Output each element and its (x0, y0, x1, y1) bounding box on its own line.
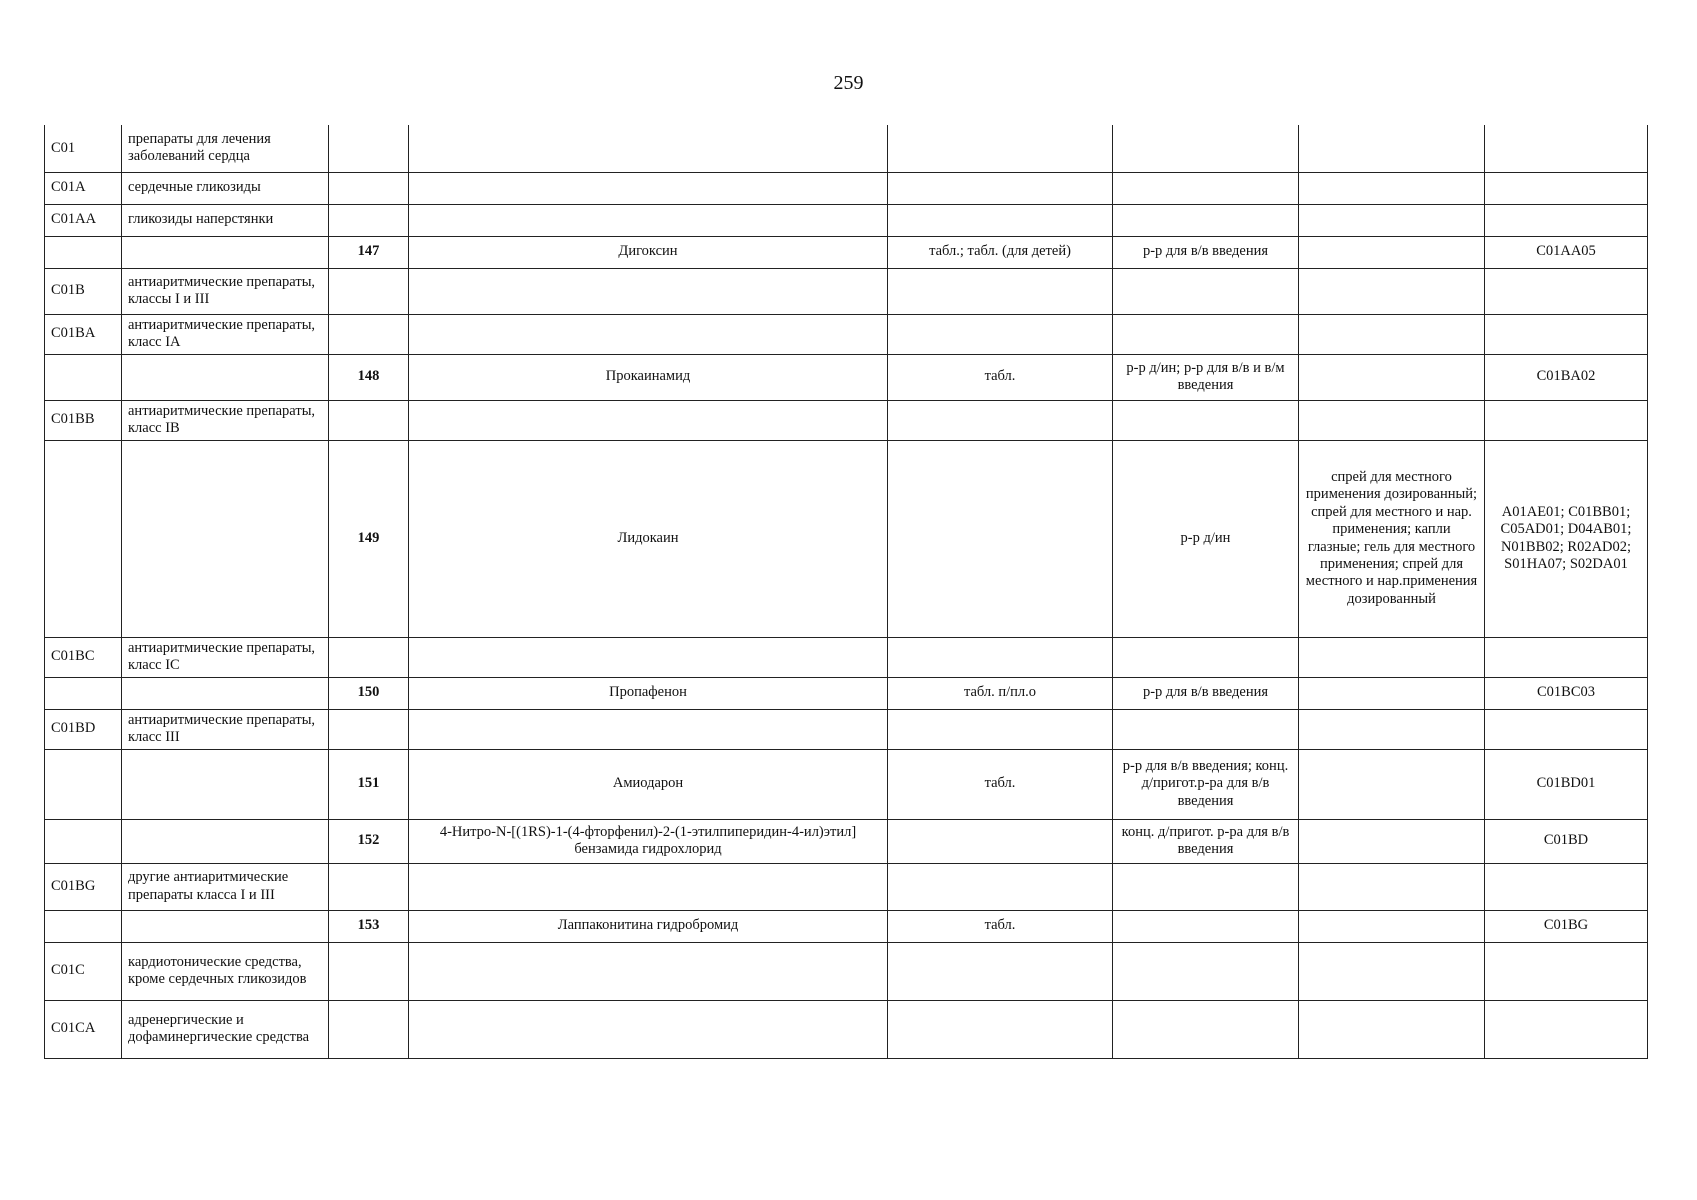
group-name (122, 749, 329, 819)
dosage-form-primary (888, 125, 1113, 172)
dosage-form-other (1299, 709, 1485, 749)
drug-name: Лаппаконитина гидробромид (409, 910, 888, 942)
atc-group-code (45, 677, 122, 709)
group-row (45, 125, 1648, 172)
group-name (122, 677, 329, 709)
atc-group-code: C01BB (45, 400, 122, 440)
group-name: адренергические и дофаминергические средства (122, 1000, 329, 1058)
dosage-form-injection (1113, 1000, 1299, 1058)
item-number (329, 637, 409, 677)
drug-name: Пропафенон (409, 677, 888, 709)
drug-name: Амиодарон (409, 749, 888, 819)
atc-code (1485, 709, 1648, 749)
group-row (45, 400, 1648, 440)
drug-name: 4-Нитро-N-[(1RS)-1-(4-фторфенил)-2-(1-этилпиперидин-4-ил)этил] бензамида гидрохлорид (409, 819, 888, 863)
dosage-form-other (1299, 1000, 1485, 1058)
dosage-form-other (1299, 172, 1485, 204)
dosage-form-primary (888, 172, 1113, 204)
drug-name (409, 637, 888, 677)
item-number (329, 125, 409, 172)
dosage-form-injection (1113, 400, 1299, 440)
item-number: 152 (329, 819, 409, 863)
atc-group-code (45, 236, 122, 268)
dosage-form-other (1299, 819, 1485, 863)
item-number (329, 709, 409, 749)
dosage-form-other (1299, 677, 1485, 709)
drug-name (409, 863, 888, 910)
item-number (329, 268, 409, 314)
group-name (122, 354, 329, 400)
dosage-form-primary: табл. (888, 354, 1113, 400)
atc-group-code: C01AA (45, 204, 122, 236)
dosage-form-other (1299, 125, 1485, 172)
atc-code (1485, 172, 1648, 204)
item-number: 150 (329, 677, 409, 709)
atc-group-code: C01B (45, 268, 122, 314)
item-number: 147 (329, 236, 409, 268)
dosage-form-injection (1113, 910, 1299, 942)
item-number: 148 (329, 354, 409, 400)
drug-table (44, 125, 1648, 1059)
drug-row (45, 819, 1648, 863)
dosage-form-other (1299, 400, 1485, 440)
drug-row (45, 236, 1648, 268)
atc-group-code (45, 440, 122, 637)
dosage-form-injection: р-р для в/в введения (1113, 677, 1299, 709)
atc-code (1485, 400, 1648, 440)
drug-name: Дигоксин (409, 236, 888, 268)
dosage-form-injection (1113, 172, 1299, 204)
atc-group-code: C01A (45, 172, 122, 204)
dosage-form-primary: табл. п/пл.о (888, 677, 1113, 709)
dosage-form-primary: табл. (888, 749, 1113, 819)
dosage-form-injection: р-р для в/в введения; конц. д/пригот.р-ра для в/в введения (1113, 749, 1299, 819)
dosage-form-other (1299, 354, 1485, 400)
atc-code (1485, 268, 1648, 314)
group-row (45, 637, 1648, 677)
dosage-form-other (1299, 749, 1485, 819)
group-row (45, 1000, 1648, 1058)
item-number (329, 863, 409, 910)
page-number: 259 (833, 72, 864, 94)
atc-code (1485, 204, 1648, 236)
atc-code: C01BD (1485, 819, 1648, 863)
group-row (45, 172, 1648, 204)
dosage-form-primary (888, 314, 1113, 354)
atc-code: A01AE01; C01BB01; C05AD01; D04AB01; N01BB02; R02AD02; S01HA07; S02DA01 (1485, 440, 1648, 637)
group-row (45, 942, 1648, 1000)
group-name (122, 819, 329, 863)
group-row (45, 314, 1648, 354)
item-number (329, 204, 409, 236)
group-row (45, 268, 1648, 314)
dosage-form-primary: табл. (888, 910, 1113, 942)
atc-group-code (45, 910, 122, 942)
atc-code: C01AA05 (1485, 236, 1648, 268)
drug-name (409, 268, 888, 314)
group-row (45, 709, 1648, 749)
atc-code: C01BD01 (1485, 749, 1648, 819)
dosage-form-injection (1113, 204, 1299, 236)
atc-group-code: C01BG (45, 863, 122, 910)
group-name: сердечные гликозиды (122, 172, 329, 204)
item-number (329, 172, 409, 204)
drug-row (45, 910, 1648, 942)
dosage-form-primary (888, 637, 1113, 677)
dosage-form-injection: р-р д/ин; р-р для в/в и в/м введения (1113, 354, 1299, 400)
group-name: другие антиаритмические препараты класса I и III (122, 863, 329, 910)
group-name: гликозиды наперстянки (122, 204, 329, 236)
group-name: антиаритмические препараты, класс III (122, 709, 329, 749)
drug-name (409, 1000, 888, 1058)
dosage-form-primary (888, 709, 1113, 749)
item-number: 153 (329, 910, 409, 942)
drug-row (45, 749, 1648, 819)
atc-group-code: C01BD (45, 709, 122, 749)
atc-group-code: C01 (45, 125, 122, 172)
drug-name (409, 125, 888, 172)
dosage-form-primary (888, 204, 1113, 236)
drug-name: Прокаинамид (409, 354, 888, 400)
item-number (329, 314, 409, 354)
dosage-form-injection (1113, 125, 1299, 172)
dosage-form-injection: р-р д/ин (1113, 440, 1299, 637)
atc-code: C01BA02 (1485, 354, 1648, 400)
group-name: антиаритмические препараты, класс IA (122, 314, 329, 354)
drug-name (409, 314, 888, 354)
group-name: антиаритмические препараты, класс IB (122, 400, 329, 440)
item-number (329, 942, 409, 1000)
dosage-form-other (1299, 204, 1485, 236)
atc-group-code (45, 819, 122, 863)
group-name: кардиотонические средства, кроме сердечных гликозидов (122, 942, 329, 1000)
dosage-form-primary (888, 400, 1113, 440)
drug-row (45, 440, 1648, 637)
dosage-form-injection (1113, 942, 1299, 1000)
dosage-form-injection (1113, 268, 1299, 314)
dosage-form-primary: табл.; табл. (для детей) (888, 236, 1113, 268)
atc-code (1485, 1000, 1648, 1058)
group-name (122, 236, 329, 268)
dosage-form-injection (1113, 637, 1299, 677)
atc-code (1485, 942, 1648, 1000)
dosage-form-primary (888, 268, 1113, 314)
atc-group-code (45, 354, 122, 400)
drug-name (409, 172, 888, 204)
atc-group-code (45, 749, 122, 819)
dosage-form-injection (1113, 709, 1299, 749)
drug-name (409, 709, 888, 749)
drug-row (45, 354, 1648, 400)
dosage-form-primary (888, 863, 1113, 910)
group-name: антиаритмические препараты, класс IC (122, 637, 329, 677)
atc-code (1485, 314, 1648, 354)
dosage-form-other (1299, 910, 1485, 942)
item-number (329, 1000, 409, 1058)
dosage-form-other (1299, 942, 1485, 1000)
dosage-form-other (1299, 637, 1485, 677)
atc-code (1485, 863, 1648, 910)
group-row (45, 863, 1648, 910)
dosage-form-primary (888, 1000, 1113, 1058)
dosage-form-primary (888, 819, 1113, 863)
atc-group-code: C01C (45, 942, 122, 1000)
dosage-form-primary (888, 942, 1113, 1000)
dosage-form-injection (1113, 314, 1299, 354)
drug-name: Лидокаин (409, 440, 888, 637)
drug-name (409, 400, 888, 440)
group-name (122, 440, 329, 637)
atc-code: C01BC03 (1485, 677, 1648, 709)
dosage-form-other: спрей для местного применения дозированный; спрей для местного и нар. применения; капли глазные; гель для местного применения; спрей для местного и нар.применения дозированный (1299, 440, 1485, 637)
item-number: 151 (329, 749, 409, 819)
group-name: антиаритмические препараты, классы I и III (122, 268, 329, 314)
dosage-form-primary (888, 440, 1113, 637)
dosage-form-injection (1113, 863, 1299, 910)
dosage-form-other (1299, 268, 1485, 314)
atc-code (1485, 637, 1648, 677)
atc-group-code: C01BC (45, 637, 122, 677)
table-body (45, 125, 1648, 1058)
dosage-form-injection: конц. д/пригот. р-ра для в/в введения (1113, 819, 1299, 863)
dosage-form-other (1299, 863, 1485, 910)
drug-name (409, 942, 888, 1000)
atc-code (1485, 125, 1648, 172)
group-name: препараты для лечения заболеваний сердца (122, 125, 329, 172)
drug-name (409, 204, 888, 236)
atc-group-code: C01CA (45, 1000, 122, 1058)
atc-code: C01BG (1485, 910, 1648, 942)
item-number: 149 (329, 440, 409, 637)
dosage-form-injection: р-р для в/в введения (1113, 236, 1299, 268)
atc-group-code: C01BA (45, 314, 122, 354)
dosage-form-other (1299, 314, 1485, 354)
item-number (329, 400, 409, 440)
group-row (45, 204, 1648, 236)
dosage-form-other (1299, 236, 1485, 268)
drug-row (45, 677, 1648, 709)
group-name (122, 910, 329, 942)
